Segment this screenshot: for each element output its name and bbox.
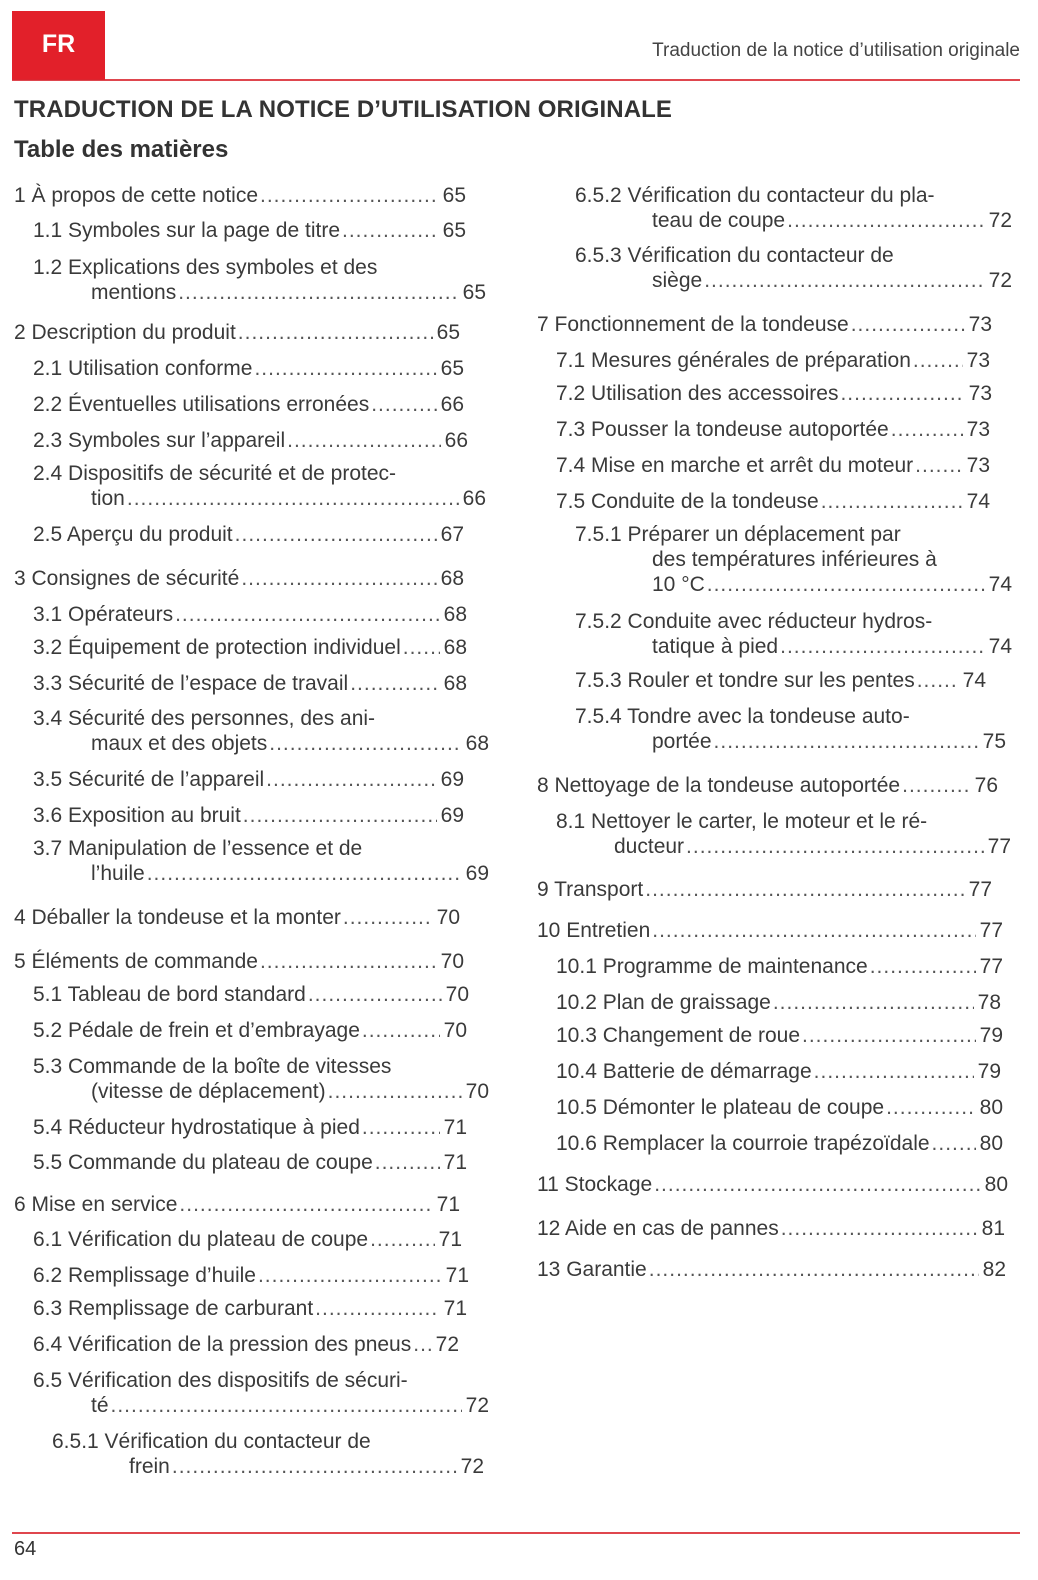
toc-entry-title-line: 7.5.4 Tondre avec la tondeuse auto- [575, 705, 910, 728]
toc-entry-10-2[interactable] [556, 990, 1001, 1015]
toc-entry-3-4[interactable] [33, 706, 489, 756]
toc-entry-7-5-2[interactable] [575, 609, 1012, 659]
dot-leader [178, 280, 458, 305]
toc-entry-title: frein [129, 1455, 170, 1478]
toc-entry-title-line: 8.1 Nettoyer le carter, le moteur et le ré- [556, 810, 928, 833]
toc-heading: Table des matières [14, 136, 229, 163]
toc-page-number: 72 [988, 209, 1012, 232]
toc-entry-title-line: 1.2 Explications des symboles et des [33, 256, 378, 279]
toc-page-number: 73 [966, 454, 990, 477]
dot-leader [308, 982, 442, 1007]
toc-entry-title: 3.6 Exposition au bruit [33, 804, 241, 827]
toc-entry-7[interactable] [537, 312, 992, 337]
dot-leader [175, 602, 440, 627]
toc-entry-title: 7.5 Conduite de la tondeuse [556, 490, 819, 513]
toc-page-number: 65 [442, 219, 466, 242]
toc-entry-title: 4 Déballer la tondeuse et la monter [14, 906, 341, 929]
dot-leader [707, 572, 985, 597]
toc-page-number: 70 [440, 950, 464, 973]
toc-page-number: 69 [465, 862, 489, 885]
toc-page-number: 72 [460, 1455, 484, 1478]
dot-leader [238, 320, 433, 345]
toc-entry-title: 9 Transport [537, 878, 644, 901]
toc-entry-7-1[interactable] [556, 348, 990, 373]
toc-page-number: 73 [966, 349, 990, 372]
toc-page-number: 66 [444, 429, 468, 452]
toc-entry-7-5-4[interactable] [575, 704, 1006, 754]
toc-page-number: 80 [979, 1096, 1003, 1119]
toc-page-number: 74 [966, 490, 990, 513]
toc-entry-1-1[interactable] [33, 218, 466, 243]
toc-page-number: 72 [435, 1333, 459, 1356]
toc-entry-6-5-1[interactable] [52, 1429, 484, 1479]
toc-entry-10-3[interactable] [556, 1023, 1003, 1048]
toc-entry-11[interactable] [537, 1172, 1008, 1197]
toc-entry-title: 3.3 Sécurité de l’espace de travail [33, 672, 349, 695]
toc-entry-5-4[interactable] [33, 1115, 467, 1140]
dot-leader [241, 566, 436, 591]
toc-entry-3[interactable] [14, 566, 464, 591]
toc-page-number: 73 [966, 418, 990, 441]
dot-leader [147, 861, 462, 886]
toc-entry-title: 2 Description du produit [14, 321, 236, 344]
toc-entry-10[interactable] [537, 918, 1003, 943]
dot-leader [773, 990, 974, 1015]
toc-page-number: 80 [979, 1132, 1003, 1155]
dot-leader [403, 635, 440, 660]
toc-entry-5-5[interactable] [33, 1150, 467, 1175]
toc-entry-title: 5.4 Réducteur hydrostatique à pied [33, 1116, 360, 1139]
toc-entry-title: 10 Entretien [537, 919, 651, 942]
toc-entry-title: 6.2 Remplissage d’huile [33, 1264, 256, 1287]
toc-entry-title-line: 6.5.2 Vérification du contacteur du pla- [575, 184, 935, 207]
document-title: TRADUCTION DE LA NOTICE D’UTILISATION ORIGINALE [14, 96, 673, 123]
toc-entry-title: 6 Mise en service [14, 1193, 178, 1216]
toc-page-number: 66 [462, 487, 486, 510]
toc-page-number: 71 [445, 1264, 469, 1287]
dot-leader [342, 218, 439, 243]
dot-leader [315, 1296, 439, 1321]
toc-entry-10-4[interactable] [556, 1059, 1001, 1084]
toc-page-number: 74 [988, 635, 1012, 658]
footer-rule [12, 1532, 1020, 1534]
toc-page-number: 77 [968, 878, 992, 901]
dot-leader [350, 671, 439, 696]
toc-entry-title-line: 5.3 Commande de la boîte de vitesses [33, 1055, 392, 1078]
toc-entry-title: 8 Nettoyage de la tondeuse autoportée [537, 774, 901, 797]
dot-leader [851, 312, 965, 337]
toc-entry-1[interactable] [14, 183, 466, 208]
toc-page-number: 68 [440, 567, 464, 590]
toc-entry-title-line: 6.5.1 Vérification du contacteur de [52, 1430, 371, 1453]
toc-entry-title-line: 3.7 Manipulation de l’essence et de [33, 837, 363, 860]
dot-leader [362, 1115, 440, 1140]
running-header-title: Traduction de la notice d’utilisation originale [652, 40, 1020, 61]
header-rule [12, 79, 1020, 81]
dot-leader [645, 877, 964, 902]
toc-entry-title: 10.4 Batterie de démarrage [556, 1060, 812, 1083]
toc-page-number: 71 [443, 1151, 467, 1174]
toc-entry-3-3[interactable] [33, 671, 467, 696]
toc-entry-3-2[interactable] [33, 635, 467, 660]
toc-page-number: 65 [440, 357, 464, 380]
toc-entry-title: l’huile [91, 862, 145, 885]
toc-entry-title: 6.1 Vérification du plateau de coupe [33, 1228, 369, 1251]
toc-entry-3-6[interactable] [33, 803, 464, 828]
toc-page-number: 70 [436, 906, 460, 929]
toc-page-number: 80 [984, 1173, 1008, 1196]
toc-entry-2-1[interactable] [33, 356, 464, 381]
dot-leader [814, 1059, 974, 1084]
toc-page-number: 72 [988, 269, 1012, 292]
toc-entry-title: 11 Stockage [537, 1173, 653, 1196]
toc-entry-6-3[interactable] [33, 1296, 467, 1321]
toc-page-number: 67 [440, 523, 464, 546]
dot-leader [649, 1257, 979, 1282]
toc-entry-title: 5.1 Tableau de bord standard [33, 983, 306, 1006]
toc-page-number: 72 [465, 1394, 489, 1417]
toc-entry-title: ducteur [614, 835, 685, 858]
toc-entry-title: 1 À propos de cette notice [14, 184, 258, 207]
language-tab: FR [12, 11, 105, 80]
toc-entry-7-4[interactable] [556, 453, 990, 478]
dot-leader [179, 1192, 432, 1217]
toc-page-number: 82 [982, 1258, 1006, 1281]
toc-entry-title: 7 Fonctionnement de la tondeuse [537, 313, 849, 336]
toc-entry-2[interactable] [14, 320, 460, 345]
toc-page-number: 77 [987, 835, 1011, 858]
toc-entry-2-4[interactable] [33, 461, 486, 511]
dot-leader [821, 489, 963, 514]
toc-entry-title: 13 Garantie [537, 1258, 647, 1281]
toc-entry-6-5[interactable] [33, 1368, 489, 1418]
toc-page-number: 74 [962, 669, 986, 692]
toc-entry-title: 10.5 Démonter le plateau de coupe [556, 1096, 885, 1119]
toc-entry-title-line: des températures inférieures à [652, 548, 937, 571]
toc-entry-6-5-2[interactable] [575, 183, 1012, 233]
toc-entry-title: 6.3 Remplissage de carburant [33, 1297, 314, 1320]
toc-entry-title: 6.4 Vérification de la pression des pneus [33, 1333, 412, 1356]
toc-entry-title: 1.1 Symboles sur la page de titre [33, 219, 341, 242]
toc-entry-6-2[interactable] [33, 1263, 469, 1288]
dot-leader [243, 803, 437, 828]
dot-leader [375, 1150, 440, 1175]
dot-leader [686, 834, 984, 859]
toc-entry-12[interactable] [537, 1216, 1005, 1241]
toc-page-number: 69 [440, 768, 464, 791]
toc-entry-title: 5.5 Commande du plateau de coupe [33, 1151, 373, 1174]
toc-page-number: 74 [988, 573, 1012, 596]
toc-entry-9[interactable] [537, 877, 992, 902]
toc-entry-3-7[interactable] [33, 836, 489, 886]
dot-leader [362, 1018, 440, 1043]
toc-entry-7-5-1[interactable] [575, 522, 1012, 597]
toc-entry-title: té [91, 1394, 109, 1417]
toc-page-number: 71 [436, 1193, 460, 1216]
dot-leader [266, 767, 436, 792]
toc-entry-title-line: 2.4 Dispositifs de sécurité et de protec- [33, 462, 397, 485]
toc-entry-6-5-3[interactable] [575, 243, 1012, 293]
dot-leader [258, 1263, 442, 1288]
toc-entry-13[interactable] [537, 1257, 1006, 1282]
toc-entry-title: 3.5 Sécurité de l’appareil [33, 768, 265, 791]
toc-entry-7-5[interactable] [556, 489, 990, 514]
dot-leader [254, 356, 436, 381]
dot-leader [787, 208, 985, 233]
toc-entry-title: tatique à pied [652, 635, 779, 658]
dot-leader [260, 183, 439, 208]
toc-entry-title: (vitesse de déplacement) [91, 1080, 326, 1103]
dot-leader [932, 1131, 976, 1156]
toc-entry-title-line: 3.4 Sécurité des personnes, des ani- [33, 707, 376, 730]
toc-entry-2-5[interactable] [33, 522, 464, 547]
toc-page-number: 73 [968, 382, 992, 405]
toc-entry-title: 7.1 Mesures générales de préparation [556, 349, 911, 372]
dot-leader [172, 1454, 457, 1479]
toc-entry-title: 3.2 Équipement de protection individuel [33, 636, 401, 659]
toc-entry-title: 2.2 Éventuelles utilisations erronées [33, 393, 370, 416]
toc-entry-title: tion [91, 487, 125, 510]
dot-leader [780, 634, 985, 659]
dot-leader [654, 1172, 980, 1197]
toc-entry-title: 7.5.3 Rouler et tondre sur les pentes [575, 669, 915, 692]
toc-page-number: 68 [443, 636, 467, 659]
dot-leader [371, 392, 436, 417]
toc-entry-10-6[interactable] [556, 1131, 1003, 1156]
toc-page-number: 79 [977, 1060, 1001, 1083]
toc-entry-title-line: 7.5.2 Conduite avec réducteur hydros- [575, 610, 933, 633]
dot-leader [111, 1393, 462, 1418]
dot-leader [891, 417, 963, 442]
toc-page-number: 65 [442, 184, 466, 207]
dot-leader [343, 905, 433, 930]
toc-entry-10-1[interactable] [556, 954, 1003, 979]
toc-entry-5-2[interactable] [33, 1018, 467, 1043]
toc-entry-5-3[interactable] [33, 1054, 489, 1104]
toc-entry-5[interactable] [14, 949, 464, 974]
dot-leader [370, 1227, 435, 1252]
dot-leader [870, 954, 976, 979]
toc-entry-title: 2.1 Utilisation conforme [33, 357, 253, 380]
toc-page-number: 69 [440, 804, 464, 827]
dot-leader [917, 668, 959, 693]
dot-leader [802, 1023, 976, 1048]
toc-entry-title: 3.1 Opérateurs [33, 603, 174, 626]
dot-leader [781, 1216, 978, 1241]
dot-leader [260, 949, 437, 974]
toc-page-number: 81 [981, 1217, 1005, 1240]
toc-entry-5-1[interactable] [33, 982, 469, 1007]
toc-entry-10-5[interactable] [556, 1095, 1003, 1120]
toc-entry-title: 10.2 Plan de graissage [556, 991, 771, 1014]
toc-entry-title: 5.2 Pédale de frein et d’embrayage [33, 1019, 360, 1042]
toc-entry-4[interactable] [14, 905, 460, 930]
toc-entry-title: 7.2 Utilisation des accessoires [556, 382, 839, 405]
toc-entry-7-5-3[interactable] [575, 668, 986, 693]
dot-leader [886, 1095, 976, 1120]
toc-entry-3-1[interactable] [33, 602, 467, 627]
toc-entry-6-4[interactable] [33, 1332, 459, 1357]
toc-page-number: 68 [443, 672, 467, 695]
dot-leader [913, 348, 963, 373]
toc-entry-title: 12 Aide en cas de pannes [537, 1217, 779, 1240]
toc-entry-title: 10.6 Remplacer la courroie trapézoïdale [556, 1132, 930, 1155]
toc-entry-title: 7.3 Pousser la tondeuse autoportée [556, 418, 889, 441]
dot-leader [269, 731, 461, 756]
toc-entry-title: 10.3 Changement de roue [556, 1024, 801, 1047]
dot-leader [127, 486, 459, 511]
toc-entry-8[interactable] [537, 773, 998, 798]
dot-leader [840, 381, 964, 406]
toc-page-number: 65 [436, 321, 460, 344]
toc-entry-title: 2.5 Aperçu du produit [33, 523, 233, 546]
toc-entry-title: teau de coupe [652, 209, 786, 232]
toc-entry-7-3[interactable] [556, 417, 990, 442]
toc-entry-title: 10.1 Programme de maintenance [556, 955, 868, 978]
toc-entry-title: mentions [91, 281, 177, 304]
dot-leader [714, 729, 979, 754]
toc-entry-title: 5 Éléments de commande [14, 950, 258, 973]
dot-leader [328, 1079, 462, 1104]
toc-page-number: 66 [440, 393, 464, 416]
dot-leader [704, 268, 984, 293]
toc-page-number: 77 [979, 919, 1003, 942]
toc-page-number: 70 [465, 1080, 489, 1103]
toc-page-number: 79 [979, 1024, 1003, 1047]
toc-page-number: 78 [977, 991, 1001, 1014]
toc-page-number: 70 [445, 983, 469, 1006]
toc-entry-title: 10 °C [652, 573, 705, 596]
page-number: 64 [14, 1538, 37, 1560]
toc-entry-title: siège [652, 269, 703, 292]
toc-page-number: 68 [465, 732, 489, 755]
toc-entry-title: maux et des objets [91, 732, 268, 755]
toc-entry-title: 3 Consignes de sécurité [14, 567, 240, 590]
toc-page-number: 77 [979, 955, 1003, 978]
toc-entry-3-5[interactable] [33, 767, 464, 792]
toc-page-number: 68 [443, 603, 467, 626]
toc-entry-2-2[interactable] [33, 392, 464, 417]
toc-page-number: 71 [443, 1297, 467, 1320]
toc-page-number: 65 [462, 281, 486, 304]
toc-page-number: 75 [982, 730, 1006, 753]
toc-entry-title: portée [652, 730, 712, 753]
toc-entry-title: 7.4 Mise en marche et arrêt du moteur [556, 454, 914, 477]
toc-page-number: 73 [968, 313, 992, 336]
dot-leader [235, 522, 437, 547]
toc-entry-6[interactable] [14, 1192, 460, 1217]
toc-entry-title-line: 6.5.3 Vérification du contacteur de [575, 244, 894, 267]
toc-entry-title: 2.3 Symboles sur l’appareil [33, 429, 286, 452]
dot-leader [287, 428, 441, 453]
toc-entry-8-1[interactable] [556, 809, 1011, 859]
toc-page-number: 70 [443, 1019, 467, 1042]
toc-page-number: 71 [443, 1116, 467, 1139]
dot-leader [652, 918, 975, 943]
dot-leader [915, 453, 962, 478]
toc-entry-title-line: 7.5.1 Préparer un déplacement par [575, 523, 901, 546]
toc-entry-6-1[interactable] [33, 1227, 462, 1252]
toc-page-number: 76 [974, 774, 998, 797]
toc-entry-1-2[interactable] [33, 255, 486, 305]
toc-entry-7-2[interactable] [556, 381, 992, 406]
dot-leader [413, 1332, 431, 1357]
toc-entry-title-line: 6.5 Vérification des dispositifs de sécuri- [33, 1369, 408, 1392]
toc-page-number: 71 [438, 1228, 462, 1251]
dot-leader [902, 773, 971, 798]
toc-entry-2-3[interactable] [33, 428, 468, 453]
